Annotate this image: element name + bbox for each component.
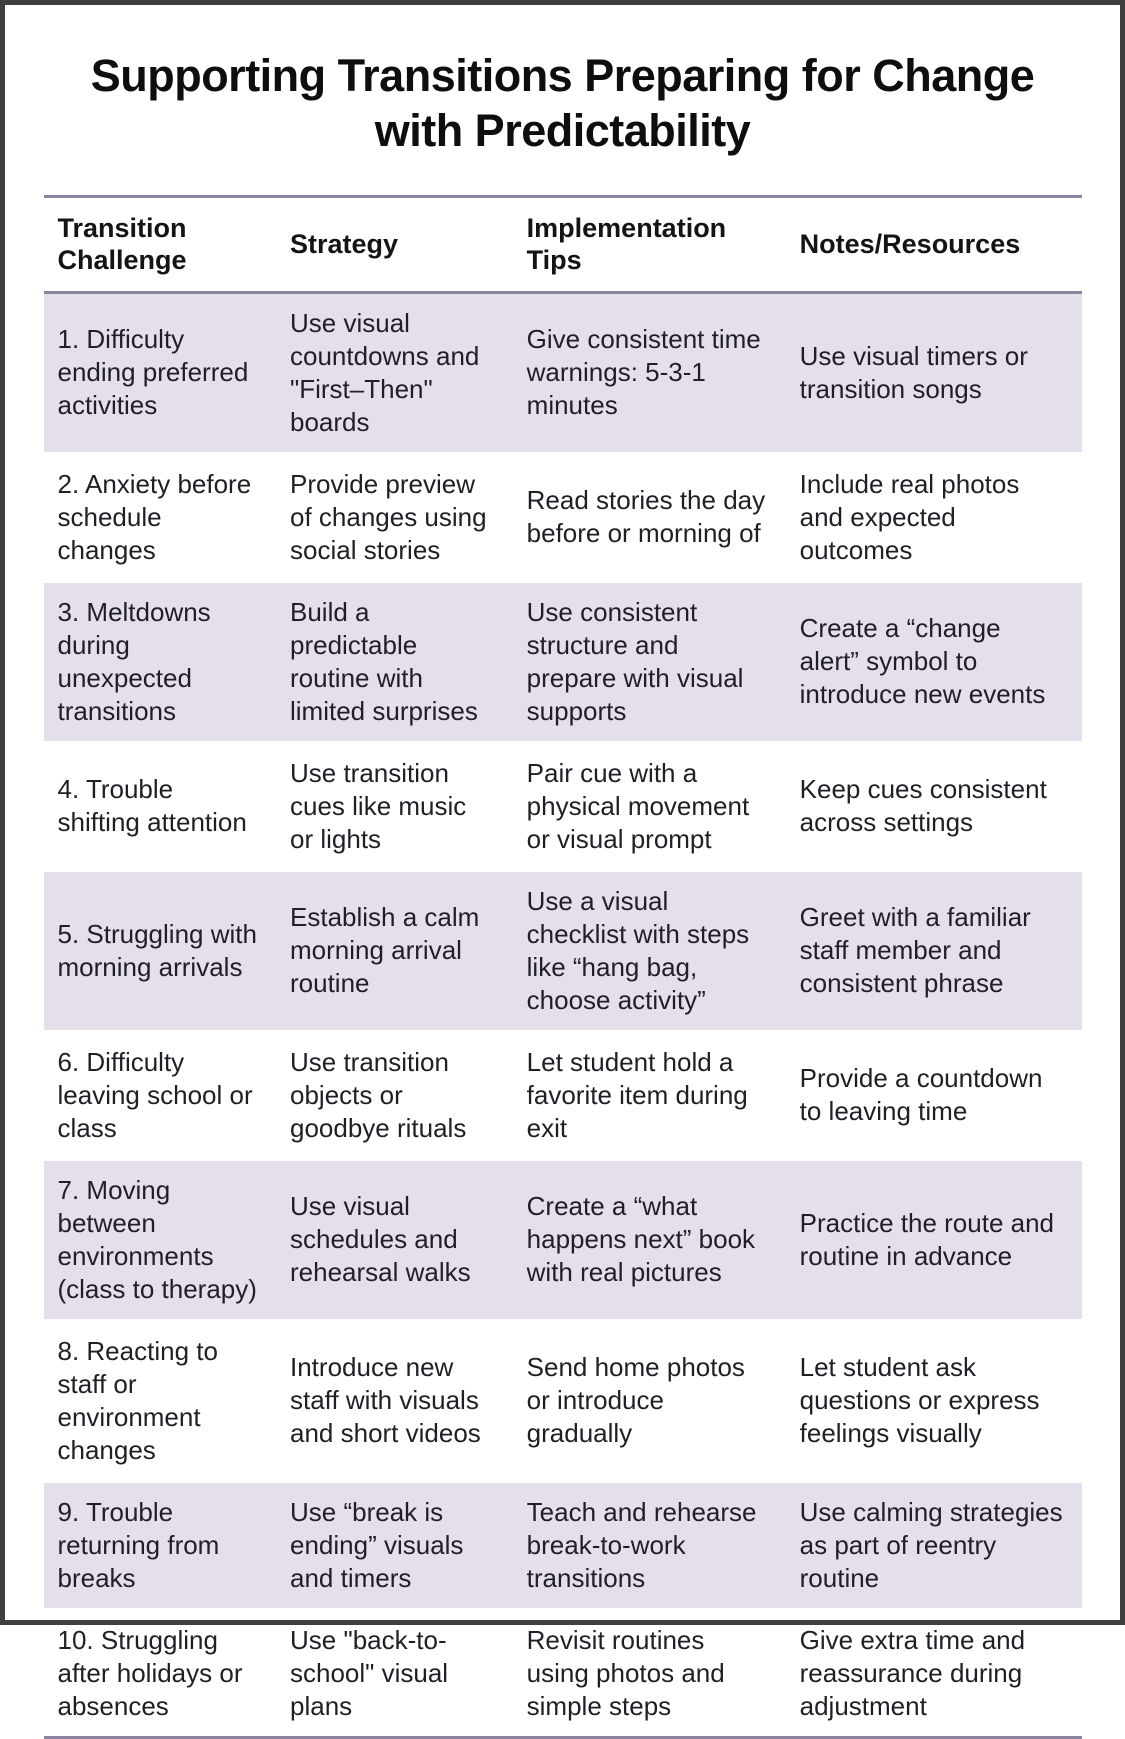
cell-notes: Provide a countdown to leaving time bbox=[786, 1033, 1082, 1161]
cell-strategy: Provide preview of changes using social stories bbox=[276, 455, 513, 583]
cell-challenge: 2. Anxiety before schedule changes bbox=[44, 455, 277, 583]
cell-tips: Revisit routines using photos and simple steps bbox=[526, 1625, 725, 1722]
cell-strategy: Use transition cues like music or lights bbox=[276, 744, 513, 872]
cell-challenge: 6. Difficulty leaving school or class bbox=[44, 1033, 277, 1161]
cell-strategy: Use “break is ending” visuals and timers bbox=[276, 1483, 513, 1611]
table-row bbox=[44, 1611, 1082, 1736]
table-row bbox=[44, 455, 1082, 583]
cell-challenge: 9. Trouble returning from breaks bbox=[44, 1483, 277, 1611]
cell-challenge: 1. Difficulty ending preferred activities bbox=[44, 294, 277, 455]
table-row bbox=[44, 294, 1082, 455]
cell-strategy: Use visual schedules and rehearsal walks bbox=[276, 1161, 513, 1322]
cell-challenge: 10. Struggling after holidays or absences bbox=[57, 1625, 243, 1722]
cell-notes: Greet with a familiar staff member and consistent phrase bbox=[786, 872, 1082, 1033]
cell-strategy: Use visual countdowns and "First–Then" boards bbox=[276, 294, 513, 455]
table-body bbox=[44, 294, 1082, 1737]
page-title: Supporting Transitions Preparing for Change with Predictability bbox=[90, 50, 1035, 156]
cell-notes: Create a “change alert” symbol to introduce new events bbox=[786, 583, 1082, 744]
table-row bbox=[44, 1033, 1082, 1161]
header-row bbox=[44, 198, 1082, 294]
cell-challenge: 5. Struggling with morning arrivals bbox=[44, 872, 277, 1033]
header-implementation-tips: Implementation Tips bbox=[513, 198, 786, 294]
table-row bbox=[44, 872, 1082, 1033]
cell-strategy: Use transition objects or goodbye rituals bbox=[276, 1033, 513, 1161]
cell-challenge: 7. Moving between environments (class to therapy) bbox=[44, 1161, 277, 1322]
cell-notes: Keep cues consistent across settings bbox=[786, 744, 1082, 872]
cell-notes: Give extra time and reassurance during adjustment bbox=[799, 1625, 1026, 1722]
cell-notes: Include real photos and expected outcomes bbox=[786, 455, 1082, 583]
table-row bbox=[44, 1161, 1082, 1322]
cell-notes: Use visual timers or transition songs bbox=[786, 294, 1082, 455]
table-header bbox=[44, 198, 1082, 294]
cell-notes: Practice the route and routine in advance bbox=[786, 1161, 1082, 1322]
cell-strategy: Build a predictable routine with limited surprises bbox=[276, 583, 513, 744]
table-row bbox=[44, 744, 1082, 872]
table-row bbox=[44, 583, 1082, 744]
cell-tips: Use consistent structure and prepare with visual supports bbox=[513, 583, 786, 744]
cell-strategy: Use "back-to-school" visual plans bbox=[290, 1625, 449, 1722]
cell-tips: Give consistent time warnings: 5-3-1 minutes bbox=[513, 294, 786, 455]
cell-tips: Read stories the day before or morning of bbox=[513, 455, 786, 583]
cell-notes: Use calming strategies as part of reentry routine bbox=[786, 1483, 1082, 1611]
header-transition-challenge: Transition Challenge bbox=[44, 198, 277, 294]
cell-tips: Create a “what happens next” book with real pictures bbox=[513, 1161, 786, 1322]
table-row bbox=[44, 1322, 1082, 1483]
cell-strategy: Introduce new staff with visuals and short videos bbox=[276, 1322, 513, 1483]
cell-tips: Pair cue with a physical movement or visual prompt bbox=[513, 744, 786, 872]
cell-tips: Send home photos or introduce gradually bbox=[513, 1322, 786, 1483]
cell-challenge: 4. Trouble shifting attention bbox=[44, 744, 277, 872]
cell-tips: Teach and rehearse break-to-work transitions bbox=[513, 1483, 786, 1611]
transitions-table bbox=[44, 195, 1082, 1739]
cell-tips: Use a visual checklist with steps like “hang bag, choose activity” bbox=[513, 872, 786, 1033]
cell-tips: Let student hold a favorite item during exit bbox=[513, 1033, 786, 1161]
cell-notes: Let student ask questions or express feelings visually bbox=[786, 1322, 1082, 1483]
cell-strategy: Establish a calm morning arrival routine bbox=[276, 872, 513, 1033]
cell-challenge: 8. Reacting to staff or environment changes bbox=[44, 1322, 277, 1483]
header-notes-resources: Notes/Resources bbox=[786, 198, 1082, 294]
cell-challenge: 3. Meltdowns during unexpected transitions bbox=[44, 583, 277, 744]
table-row bbox=[44, 1483, 1082, 1611]
header-strategy: Strategy bbox=[276, 198, 513, 294]
